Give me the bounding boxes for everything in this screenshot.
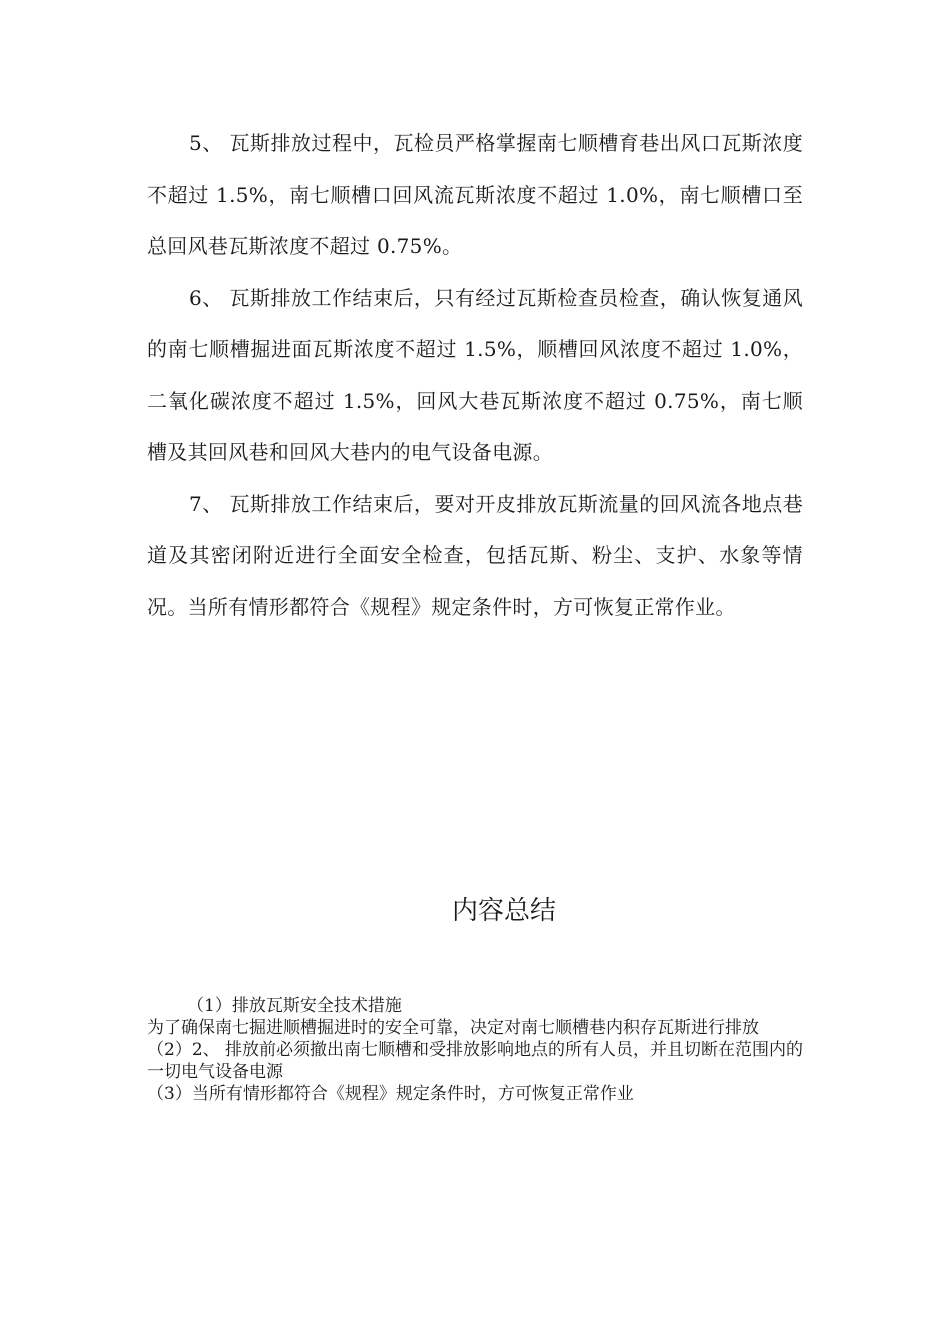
summary-title: 内容总结: [451, 896, 556, 926]
summary-section: [147, 995, 807, 1105]
body-text: [147, 118, 803, 633]
summary-line-2: 为了确保南七掘进顺槽掘进时的安全可靠，决定对南七顺槽巷内积存瓦斯进行排放: [147, 1018, 759, 1038]
summary-line-4: （3）当所有情形都符合《规程》规定条件时，方可恢复正常作业: [147, 1084, 634, 1104]
summary-line-1: （1）排放瓦斯安全技术措施: [187, 996, 402, 1016]
summary-line-3: （2）2、 排放前必须撤出南七顺槽和受排放影响地点的所有人员，并且切断在范围内的一切电气设备电源: [147, 1040, 804, 1082]
paragraph-item-6: 6、 瓦斯排放工作结束后，只有经过瓦斯检查员检查，确认恢复通风的南七顺槽掘进面瓦斯浓度不超过 1.5%，顺槽回风浓度不超过 1.0%，二氧化碳浓度不超过 1.5%，回风大巷瓦斯浓度不超过 0.75%，南七顺槽及其回风巷和回风大巷内的电气设备电源。: [147, 285, 803, 464]
paragraph-item-5: 5、 瓦斯排放过程中，瓦检员严格掌握南七顺槽育巷出风口瓦斯浓度不超过 1.5%，南七顺槽口回风流瓦斯浓度不超过 1.0%，南七顺槽口至总回风巷瓦斯浓度不超过 0.75%。: [147, 131, 803, 258]
paragraph-item-7: 7、 瓦斯排放工作结束后，要对开皮排放瓦斯流量的回风流各地点巷道及其密闭附近进行全面安全检查，包括瓦斯、粉尘、支护、水象等情况。当所有情形都符合《规程》规定条件时，方可恢复正常作业。: [147, 491, 803, 619]
